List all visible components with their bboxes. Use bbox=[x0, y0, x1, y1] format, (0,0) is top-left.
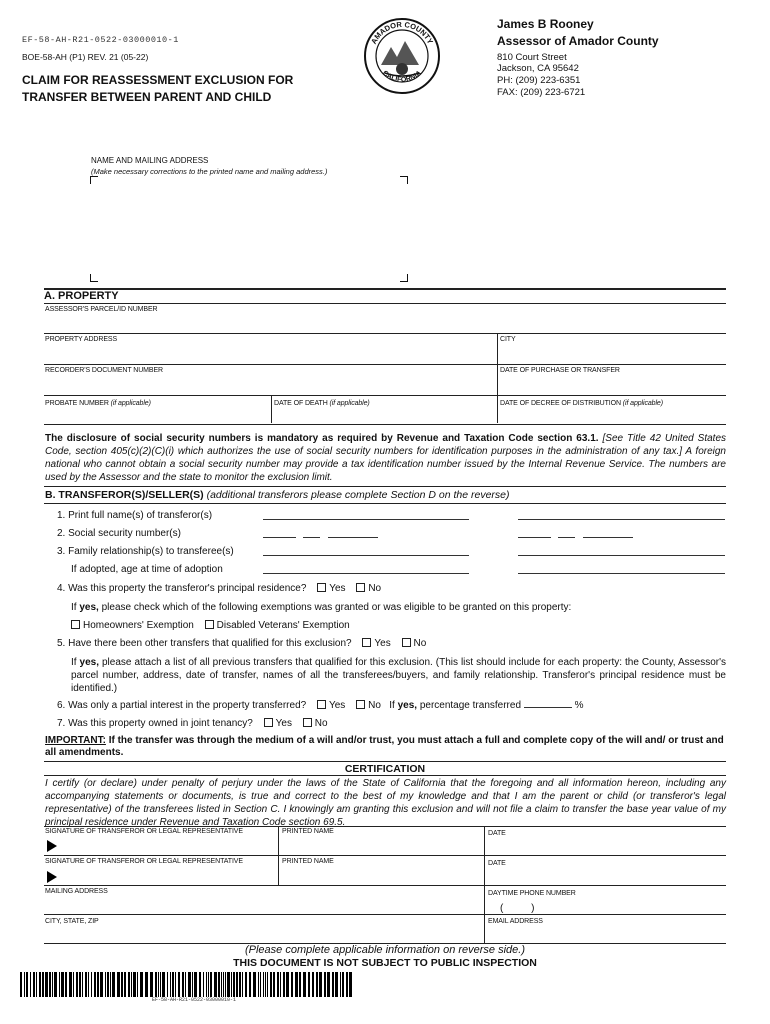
q5-if-yes: If yes, please attach a list of all previous transfers that qualified for this exclusion. (This list should include for each property: the County, Assessor's parcel number, address, date of transfer, names of all the transferees/buyers, and family relationship. Transferor's principal residence must be identified.) bbox=[71, 657, 727, 694]
q5: 5. Have there been other transfers that qualified for this exclusion? Yes No bbox=[57, 638, 427, 649]
mailing-address-label: MAILING ADDRESS bbox=[45, 888, 108, 895]
mailing-address-field[interactable] bbox=[45, 897, 481, 912]
signature-label-2: SIGNATURE OF TRANSFEROR OR LEGAL REPRESENTATIVE bbox=[45, 858, 243, 865]
ssn1-part1[interactable] bbox=[263, 537, 296, 538]
sign-here-arrow-1 bbox=[47, 840, 57, 852]
section-a-heading: A. PROPERTY bbox=[44, 290, 119, 302]
veterans-checkbox[interactable] bbox=[205, 620, 214, 629]
phone-label: DAYTIME PHONE NUMBER bbox=[488, 890, 576, 897]
printed-name-label-1: PRINTED NAME bbox=[282, 828, 334, 835]
death-date-label: DATE OF DEATH (if applicable) bbox=[274, 400, 370, 407]
q1-field-b[interactable] bbox=[518, 519, 725, 520]
q3-field-a[interactable] bbox=[263, 555, 469, 556]
q4: 4. Was this property the transferor's principal residence? Yes No bbox=[57, 583, 382, 594]
city-state-zip-field[interactable] bbox=[45, 927, 481, 942]
apn-field[interactable] bbox=[45, 315, 725, 332]
q2-label: 2. Social security number(s) bbox=[57, 528, 181, 539]
q7: 7. Was this property owned in joint tenancy? Yes No bbox=[57, 718, 328, 729]
q1-label: 1. Print full name(s) of transferor(s) bbox=[57, 510, 213, 521]
signature-field-2[interactable] bbox=[62, 868, 276, 884]
corner-bl bbox=[90, 274, 98, 282]
certification-heading: CERTIFICATION bbox=[344, 763, 426, 775]
form-title-line2: TRANSFER BETWEEN PARENT AND CHILD bbox=[22, 90, 272, 104]
percent-field[interactable] bbox=[524, 707, 572, 708]
phone: PH: (209) 223-6351 bbox=[497, 75, 581, 86]
corner-tr bbox=[400, 176, 408, 184]
not-public-notice: THIS DOCUMENT IS NOT SUBJECT TO PUBLIC INSPECTION bbox=[233, 957, 537, 969]
ssn1-part3[interactable] bbox=[328, 537, 378, 538]
mailing-note: (Make necessary corrections to the printed name and mailing address.) bbox=[91, 167, 328, 176]
county-seal bbox=[363, 17, 441, 95]
mailing-address-area[interactable] bbox=[100, 186, 396, 272]
q6: 6. Was only a partial interest in the property transferred? Yes No If yes, percentage transferred % bbox=[57, 700, 584, 711]
city-field[interactable] bbox=[500, 345, 725, 362]
sign-here-arrow-2 bbox=[47, 871, 57, 883]
signature-label-1: SIGNATURE OF TRANSFEROR OR LEGAL REPRESENTATIVE bbox=[45, 828, 243, 835]
fax: FAX: (209) 223-6721 bbox=[497, 87, 586, 98]
city-label: CITY bbox=[500, 336, 516, 343]
q3b-field-b[interactable] bbox=[518, 573, 725, 574]
printed-name-field-1[interactable] bbox=[282, 838, 482, 854]
certification-text: I certify (or declare) under penalty of perjury under the laws of the State of California that the foregoing and all information hereon, including any accompanying statements or documents, is true and correct to the best of my knowledge and that I am the parent or child (or transferor's legal representative) of the transferees listed in Section C. I knowingly am granting this exclusion and will not file a claim to transfer the base year value of my principal residence under Revenue and Taxation Code section 69.5. bbox=[45, 778, 726, 828]
date-label-1: DATE bbox=[488, 830, 506, 837]
death-date-field[interactable] bbox=[274, 409, 494, 423]
q6-no-checkbox[interactable] bbox=[356, 700, 365, 709]
date-field-2[interactable] bbox=[488, 870, 724, 884]
q1-field-a[interactable] bbox=[263, 519, 469, 520]
exemptions: Homeowners' Exemption Disabled Veterans' Exemption bbox=[63, 620, 350, 631]
address-line2: Jackson, CA 95642 bbox=[497, 63, 579, 74]
important-notice: IMPORTANT: If the transfer was through the medium of a will and/or trust, you must attach a full and complete copy of the will and/ or trust and all amendments. bbox=[45, 735, 724, 758]
purchase-date-field[interactable] bbox=[500, 376, 725, 393]
printed-name-label-2: PRINTED NAME bbox=[282, 858, 334, 865]
city-state-zip-label: CITY, STATE, ZIP bbox=[45, 918, 99, 925]
q7-no-checkbox[interactable] bbox=[303, 718, 312, 727]
ssn2-part3[interactable] bbox=[583, 537, 633, 538]
phone-field[interactable]: ( ) bbox=[500, 903, 535, 914]
q4-if-yes: If yes, please check which of the following exemptions was granted or was eligible to be granted on this property: bbox=[71, 602, 572, 613]
reverse-side-note: (Please complete applicable information on reverse side.) bbox=[244, 944, 526, 956]
q3-label: 3. Family relationship(s) to transferee(s) bbox=[57, 546, 234, 557]
section-b-heading: B. TRANSFEROR(S)/SELLER(S) (additional transferors please complete Section D on the reverse) bbox=[45, 489, 510, 501]
probate-field[interactable] bbox=[45, 409, 270, 423]
recorder-field[interactable] bbox=[45, 376, 495, 393]
printed-name-field-2[interactable] bbox=[282, 868, 482, 884]
svg-text:AMADOR COUNTY bbox=[369, 20, 435, 46]
decree-date-field[interactable] bbox=[500, 409, 725, 423]
date-label-2: DATE bbox=[488, 860, 506, 867]
ssn2-part2[interactable] bbox=[558, 537, 575, 538]
q5-no-checkbox[interactable] bbox=[402, 638, 411, 647]
property-address-label: PROPERTY ADDRESS bbox=[45, 336, 118, 343]
email-field[interactable] bbox=[488, 927, 724, 942]
homeowners-checkbox[interactable] bbox=[71, 620, 80, 629]
signature-field-1[interactable] bbox=[62, 838, 276, 854]
seal-top-text: AMADOR COUNTY bbox=[369, 19, 435, 46]
bottom-barcode-caption: EF-58-AH-R21-0522-03000010-1 bbox=[152, 997, 237, 1003]
seal-bottom-text: CALIFORNIA bbox=[381, 69, 423, 84]
q6-yes-checkbox[interactable] bbox=[317, 700, 326, 709]
purchase-date-label: DATE OF PURCHASE OR TRANSFER bbox=[500, 367, 620, 374]
top-barcode-text: EF-58-AH-R21-0522-03000010-1 bbox=[22, 35, 179, 45]
ssn-disclosure: The disclosure of social security numbers is mandatory as required by Revenue and Taxation Code section 63.1. [See Title 42 United States Code, section 405(c)(2)(C)(i) which authorizes the use of social security numbers for identification purposes in the administration of any tax.] A foreign national who cannot obtain a social security number may provide a tax identification number issued by the Internal Revenue Service. The numbers are used by the Assessor and the state to monitor the exclusion limit. bbox=[45, 433, 727, 483]
q5-yes-checkbox[interactable] bbox=[362, 638, 371, 647]
corner-br bbox=[400, 274, 408, 282]
assessor-title: Assessor of Amador County bbox=[497, 34, 659, 48]
q3b-label: If adopted, age at time of adoption bbox=[71, 564, 223, 575]
decree-date-label: DATE OF DECREE OF DISTRIBUTION (if applicable) bbox=[500, 400, 663, 407]
address-line1: 810 Court Street bbox=[497, 52, 567, 63]
ssn2-part1[interactable] bbox=[518, 537, 551, 538]
bottom-barcode bbox=[20, 972, 355, 997]
date-field-1[interactable] bbox=[488, 840, 724, 854]
apn-label: ASSESSOR'S PARCEL/ID NUMBER bbox=[45, 306, 158, 313]
q7-yes-checkbox[interactable] bbox=[264, 718, 273, 727]
q3b-field-a[interactable] bbox=[263, 573, 469, 574]
corner-tl bbox=[90, 176, 98, 184]
q4-no-checkbox[interactable] bbox=[356, 583, 365, 592]
q3-field-b[interactable] bbox=[518, 555, 725, 556]
q4-yes-checkbox[interactable] bbox=[317, 583, 326, 592]
property-address-field[interactable] bbox=[45, 345, 495, 362]
recorder-label: RECORDER'S DOCUMENT NUMBER bbox=[45, 367, 164, 374]
probate-label: PROBATE NUMBER (if applicable) bbox=[45, 400, 151, 407]
mailing-label: NAME AND MAILING ADDRESS bbox=[91, 156, 209, 165]
form-title-line1: CLAIM FOR REASSESSMENT EXCLUSION FOR bbox=[22, 73, 294, 87]
email-label: EMAIL ADDRESS bbox=[488, 918, 543, 925]
form-number: BOE-58-AH (P1) REV. 21 (05-22) bbox=[22, 52, 149, 62]
ssn1-part2[interactable] bbox=[303, 537, 320, 538]
assessor-name: James B Rooney bbox=[497, 17, 594, 31]
